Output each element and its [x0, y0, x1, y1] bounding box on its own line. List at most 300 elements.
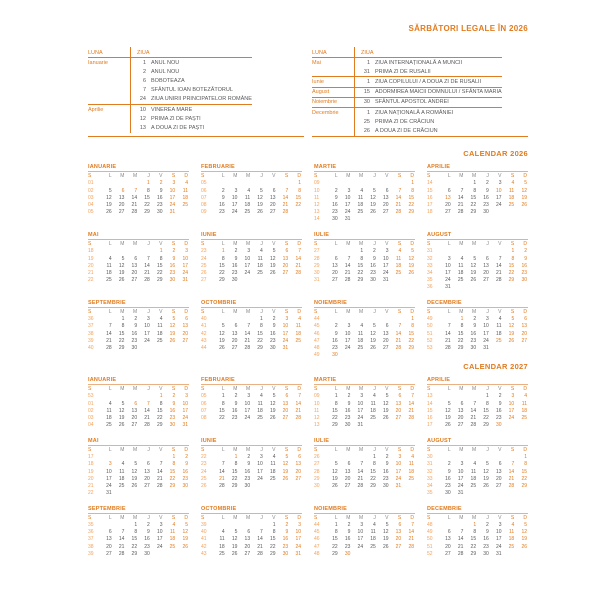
day-cell: 18 [295, 330, 301, 337]
day-cell: 8 [147, 187, 150, 194]
day-cell: 5 [524, 522, 527, 529]
month-table [201, 386, 302, 422]
day-cell: 30 [470, 344, 477, 351]
day-cell: 20 [395, 536, 402, 543]
week-row [201, 248, 302, 255]
weekday-header: V [272, 241, 276, 248]
day-cell [503, 489, 516, 496]
week-number-cell: 19 [88, 255, 94, 262]
day-cell: 7 [460, 529, 464, 536]
day-cell: 2 [221, 187, 225, 194]
weekday-header: S [510, 309, 515, 316]
day-cell [125, 180, 138, 187]
month-title: OCTOMBRIE [201, 506, 302, 514]
week-column-header: S [88, 386, 92, 393]
day-cell: 18 [219, 543, 225, 550]
day-cell: 22 [295, 201, 301, 208]
month-table [314, 173, 415, 223]
week-row [88, 550, 189, 557]
weekday-header: M [120, 173, 125, 180]
day-cell [364, 550, 377, 557]
day-cell: 16 [231, 407, 238, 414]
holiday-row [88, 104, 252, 114]
weekday-header: S [171, 241, 176, 248]
day-cell: 18 [118, 475, 125, 482]
day-cell: 15 [457, 330, 464, 337]
day-cell [477, 284, 490, 291]
day-cell: 16 [282, 536, 289, 543]
day-cell: 22 [257, 337, 263, 344]
week-row [201, 543, 302, 550]
week-row [201, 316, 302, 323]
day-cell [151, 454, 164, 461]
month-title: IUNIE [201, 232, 302, 240]
day-cell: 28 [395, 209, 402, 216]
day-cell: 5 [121, 400, 125, 407]
day-cell: 14 [257, 536, 263, 543]
week-number-cell: 25 [201, 262, 207, 269]
holiday-row [312, 117, 502, 126]
day-cell [176, 550, 189, 557]
day-cell: 11 [170, 529, 176, 536]
weekday-header: M [245, 386, 251, 393]
holiday-entry [131, 123, 252, 132]
day-cell [477, 248, 490, 255]
week-number-cell: 36 [88, 316, 94, 323]
day-cell: 27 [382, 344, 389, 351]
day-cell: 25 [244, 209, 251, 216]
day-cell: 10 [483, 323, 489, 330]
day-cell: 18 [156, 330, 163, 337]
day-cell: 21 [144, 269, 150, 276]
day-cell: 22 [408, 337, 414, 344]
day-cell: 23 [231, 414, 238, 421]
day-cell [490, 209, 503, 216]
day-cell [238, 521, 251, 528]
week-number-cell: 36 [88, 529, 94, 536]
day-cell: 15 [470, 536, 477, 543]
weekday-header: M [132, 173, 138, 180]
day-cell: 28 [395, 344, 402, 351]
day-cell: 9 [172, 400, 176, 407]
week-number-cell: 19 [88, 468, 94, 475]
column-header-ziua: ZIUA [131, 47, 252, 58]
weekday-header: S [510, 241, 515, 248]
day-cell: 14 [295, 255, 301, 262]
week-row [427, 255, 528, 262]
day-cell [364, 216, 377, 223]
day-cell [151, 489, 164, 496]
day-cell: 19 [521, 194, 527, 201]
day-cell: 7 [347, 255, 351, 262]
day-cell: 2 [247, 454, 251, 461]
day-cell: 15 [508, 262, 515, 269]
day-cell [377, 180, 390, 187]
week-number-cell: 39 [88, 337, 94, 344]
week-row [427, 543, 528, 550]
day-cell [251, 180, 264, 187]
day-cell: 12 [118, 407, 125, 414]
day-cell: 8 [134, 529, 138, 536]
weekday-header: S [284, 173, 289, 180]
day-cell: 28 [118, 550, 125, 557]
day-cell: 6 [185, 316, 188, 323]
day-cell: 7 [498, 255, 502, 262]
week-number-cell: 13 [314, 209, 320, 216]
day-cell [339, 454, 352, 461]
weekday-header: V [159, 241, 163, 248]
day-cell: 9 [185, 461, 188, 468]
weekday-header: D [523, 241, 527, 248]
month-title: MAI [88, 232, 189, 240]
month-table [314, 515, 415, 558]
day-cell: 7 [147, 400, 150, 407]
day-cell: 1 [334, 393, 338, 400]
day-cell: 8 [411, 187, 414, 194]
day-cell [351, 316, 364, 323]
holiday-month-label: Iunie [312, 77, 355, 87]
day-cell: 29 [457, 344, 464, 351]
day-cell: 10 [244, 400, 251, 407]
week-row [314, 255, 415, 262]
day-cell: 1 [298, 180, 301, 187]
week-row [427, 422, 528, 429]
day-cell: 1 [272, 522, 276, 529]
day-cell: 27 [395, 414, 402, 421]
week-number-cell: 09 [314, 393, 320, 400]
day-cell [503, 209, 516, 216]
day-cell: 9 [134, 323, 138, 330]
weekday-header: D [523, 515, 527, 522]
weekday-header: V [385, 241, 389, 248]
day-cell: 23 [521, 269, 527, 276]
day-cell [251, 276, 264, 283]
day-cell: 13 [495, 468, 502, 475]
day-cell: 28 [357, 482, 364, 489]
weekday-header: L [447, 173, 451, 180]
week-row [427, 323, 528, 330]
weekday-header: D [297, 386, 301, 393]
day-cell: 12 [257, 194, 263, 201]
weekday-header: L [108, 386, 112, 393]
week-number-cell: 47 [314, 543, 320, 550]
day-cell: 25 [269, 475, 276, 482]
day-cell: 17 [106, 475, 112, 482]
day-cell: 30 [495, 422, 502, 429]
day-cell: 9 [234, 255, 238, 262]
day-cell: 6 [385, 187, 389, 194]
day-cell [326, 454, 339, 461]
week-row [314, 209, 415, 216]
day-cell [164, 344, 177, 351]
day-cell: 22 [118, 337, 125, 344]
week-row [88, 344, 189, 351]
day-cell: 12 [521, 529, 527, 536]
day-cell: 28 [144, 422, 150, 429]
day-cell [515, 209, 528, 216]
week-number-cell: 33 [427, 262, 433, 269]
weekday-header: V [385, 173, 389, 180]
day-cell: 22 [131, 543, 138, 550]
day-cell: 6 [134, 400, 138, 407]
day-cell: 12 [483, 468, 489, 475]
day-cell: 3 [486, 316, 489, 323]
weekday-header: D [410, 386, 414, 393]
day-cell: 24 [244, 269, 251, 276]
day-cell: 9 [334, 194, 338, 201]
day-cell: 7 [260, 529, 263, 536]
weekday-header: J [147, 447, 150, 454]
day-cell: 19 [118, 414, 125, 421]
day-cell: 14 [508, 468, 515, 475]
day-cell: 5 [473, 255, 477, 262]
week-column-header: S [201, 241, 205, 248]
week-number-cell: 39 [88, 550, 94, 557]
day-cell: 18 [106, 269, 112, 276]
weekday-header: M [471, 447, 477, 454]
week-number-cell: 43 [201, 550, 207, 557]
day-cell [113, 489, 126, 496]
holidays-table-left [88, 47, 252, 133]
day-cell: 28 [457, 550, 464, 557]
day-cell: 4 [498, 316, 502, 323]
holidays-table-left-wrap [88, 47, 304, 137]
day-cell: 22 [457, 337, 464, 344]
day-cell: 7 [108, 323, 112, 330]
weekday-header: S [397, 309, 402, 316]
month-mai-2026 [88, 232, 189, 284]
holiday-name: ZIUA NAȚIONALĂ A ROMÂNIEI [375, 109, 454, 116]
day-cell: 10 [144, 323, 150, 330]
week-number-cell: 14 [427, 180, 433, 187]
day-cell: 9 [334, 330, 338, 337]
week-row [88, 461, 189, 468]
day-cell: 10 [169, 187, 176, 194]
day-cell: 25 [219, 550, 225, 557]
weekday-header: V [385, 447, 389, 454]
holiday-entry [355, 58, 502, 68]
day-cell: 13 [445, 536, 451, 543]
week-row [201, 323, 302, 330]
day-cell: 24 [508, 414, 515, 421]
day-cell: 30 [483, 550, 489, 557]
month-ianuarie-2027 [88, 377, 189, 429]
day-cell [490, 284, 503, 291]
day-cell: 14 [470, 407, 477, 414]
week-number-cell: 34 [427, 482, 433, 489]
week-row [88, 400, 189, 407]
day-cell: 19 [382, 407, 389, 414]
day-cell: 23 [382, 475, 389, 482]
weekday-header: D [410, 447, 414, 454]
month-septembrie-2026 [88, 300, 189, 352]
day-cell: 25 [118, 482, 125, 489]
day-cell: 22 [156, 269, 163, 276]
day-cell [477, 489, 490, 496]
week-number-cell: 32 [427, 255, 433, 262]
day-cell: 15 [332, 407, 338, 414]
day-cell: 1 [159, 393, 163, 400]
day-cell: 25 [495, 337, 502, 344]
day-cell: 4 [511, 180, 515, 187]
day-cell: 3 [285, 316, 289, 323]
day-cell: 17 [344, 337, 351, 344]
day-cell: 28 [106, 344, 112, 351]
day-cell: 26 [508, 337, 515, 344]
day-cell: 21 [395, 337, 402, 344]
day-cell: 9 [373, 255, 376, 262]
day-cell: 30 [332, 352, 338, 359]
weekday-header: J [486, 386, 489, 393]
day-cell: 31 [106, 490, 112, 497]
day-cell: 19 [131, 475, 138, 482]
holiday-name: ZIUA INTERNAȚIONALĂ A MUNCII [375, 59, 463, 66]
day-cell [264, 180, 277, 187]
holiday-name: ANUL NOU [151, 59, 180, 66]
day-cell: 2 [498, 393, 502, 400]
day-cell: 4 [398, 248, 402, 255]
week-number-cell: 31 [314, 277, 320, 284]
week-number-cell: 49 [314, 352, 320, 359]
week-row [314, 337, 415, 344]
month-table [88, 386, 189, 429]
day-cell: 13 [182, 323, 188, 330]
week-row [427, 529, 528, 536]
day-cell: 30 [169, 277, 176, 284]
day-cell: 26 [131, 482, 138, 489]
weekday-header: J [373, 515, 376, 522]
weekday-header: M [459, 241, 464, 248]
week-row [201, 482, 302, 489]
weekday-header: M [471, 386, 477, 393]
day-cell: 5 [108, 187, 112, 194]
week-number-cell: 40 [201, 316, 207, 323]
day-cell: 13 [118, 194, 125, 201]
day-cell: 18 [470, 475, 477, 482]
week-row [201, 209, 302, 216]
month-title: SEPTEMBRIE [88, 506, 189, 514]
day-cell: 30 [156, 209, 163, 216]
day-cell: 22 [470, 201, 477, 208]
week-number-cell: 03 [88, 414, 94, 421]
week-number-cell: 24 [201, 468, 207, 475]
day-cell: 23 [495, 414, 502, 421]
weekday-header: V [272, 173, 276, 180]
day-cell [125, 489, 138, 496]
month-iunie-2027 [201, 438, 302, 490]
day-cell [138, 489, 151, 496]
day-cell: 9 [221, 194, 225, 201]
day-cell: 14 [445, 330, 451, 337]
day-cell: 25 [470, 482, 477, 489]
day-cell: 7 [511, 461, 515, 468]
day-cell: 27 [118, 209, 125, 216]
day-cell: 5 [373, 187, 376, 194]
week-number-cell: 13 [427, 393, 433, 400]
weekday-header: M [233, 309, 238, 316]
day-cell [452, 521, 465, 528]
holiday-month-label [88, 123, 131, 132]
day-cell: 27 [457, 422, 464, 429]
day-cell: 20 [344, 475, 351, 482]
weekday-header: M [132, 241, 138, 248]
day-cell: 24 [483, 337, 489, 344]
day-cell [377, 550, 390, 557]
day-cell: 9 [272, 323, 276, 330]
day-cell: 16 [269, 330, 276, 337]
weekday-header: L [108, 173, 112, 180]
day-cell: 26 [521, 543, 527, 550]
day-cell: 20 [445, 543, 451, 550]
day-cell: 27 [445, 209, 451, 216]
weekday-header: J [260, 173, 263, 180]
day-cell: 22 [521, 475, 527, 482]
week-row [427, 187, 528, 194]
day-cell: 25 [257, 269, 263, 276]
day-cell: 25 [357, 209, 364, 216]
day-cell: 11 [357, 194, 364, 201]
day-cell: 14 [144, 407, 150, 414]
day-cell: 30 [231, 277, 238, 284]
week-number-cell: 35 [88, 522, 94, 529]
week-number-cell: 14 [314, 216, 320, 223]
day-cell: 1 [473, 522, 477, 529]
day-cell: 18 [370, 407, 376, 414]
week-number-cell: 50 [427, 536, 433, 543]
weekday-header: S [284, 309, 289, 316]
week-row [314, 400, 415, 407]
day-cell: 20 [483, 269, 489, 276]
day-cell: 28 [219, 482, 225, 489]
weekday-header: D [184, 309, 188, 316]
day-cell: 27 [269, 209, 276, 216]
day-cell: 14 [395, 194, 402, 201]
week-row [314, 194, 415, 201]
holiday-month-label: Decembrie [312, 107, 355, 117]
day-cell [490, 344, 503, 351]
day-cell: 11 [182, 187, 188, 194]
weekday-header: M [471, 241, 477, 248]
day-cell: 24 [231, 209, 238, 216]
week-column-header: S [88, 515, 92, 522]
day-cell: 28 [495, 277, 502, 284]
day-cell: 14 [457, 194, 464, 201]
day-cell: 14 [457, 536, 464, 543]
week-row [314, 521, 415, 528]
day-cell: 31 [182, 422, 188, 429]
holiday-entry [355, 77, 502, 87]
day-cell: 8 [260, 323, 263, 330]
weekday-header: M [132, 515, 138, 522]
day-cell [390, 550, 403, 557]
day-cell: 23 [344, 414, 351, 421]
day-cell: 2 [334, 187, 338, 194]
day-cell: 5 [334, 461, 338, 468]
day-cell: 21 [495, 269, 502, 276]
week-row [88, 482, 189, 489]
day-cell: 4 [260, 248, 263, 255]
day-cell: 10 [344, 194, 351, 201]
week-row [88, 180, 189, 187]
weekday-header: D [297, 309, 301, 316]
day-cell: 16 [521, 262, 527, 269]
holiday-entry [131, 76, 252, 85]
month-table [427, 241, 528, 291]
day-cell: 22 [483, 414, 489, 421]
day-cell: 27 [521, 337, 527, 344]
week-number-cell: 22 [88, 490, 94, 497]
month-martie-2026 [314, 164, 415, 223]
